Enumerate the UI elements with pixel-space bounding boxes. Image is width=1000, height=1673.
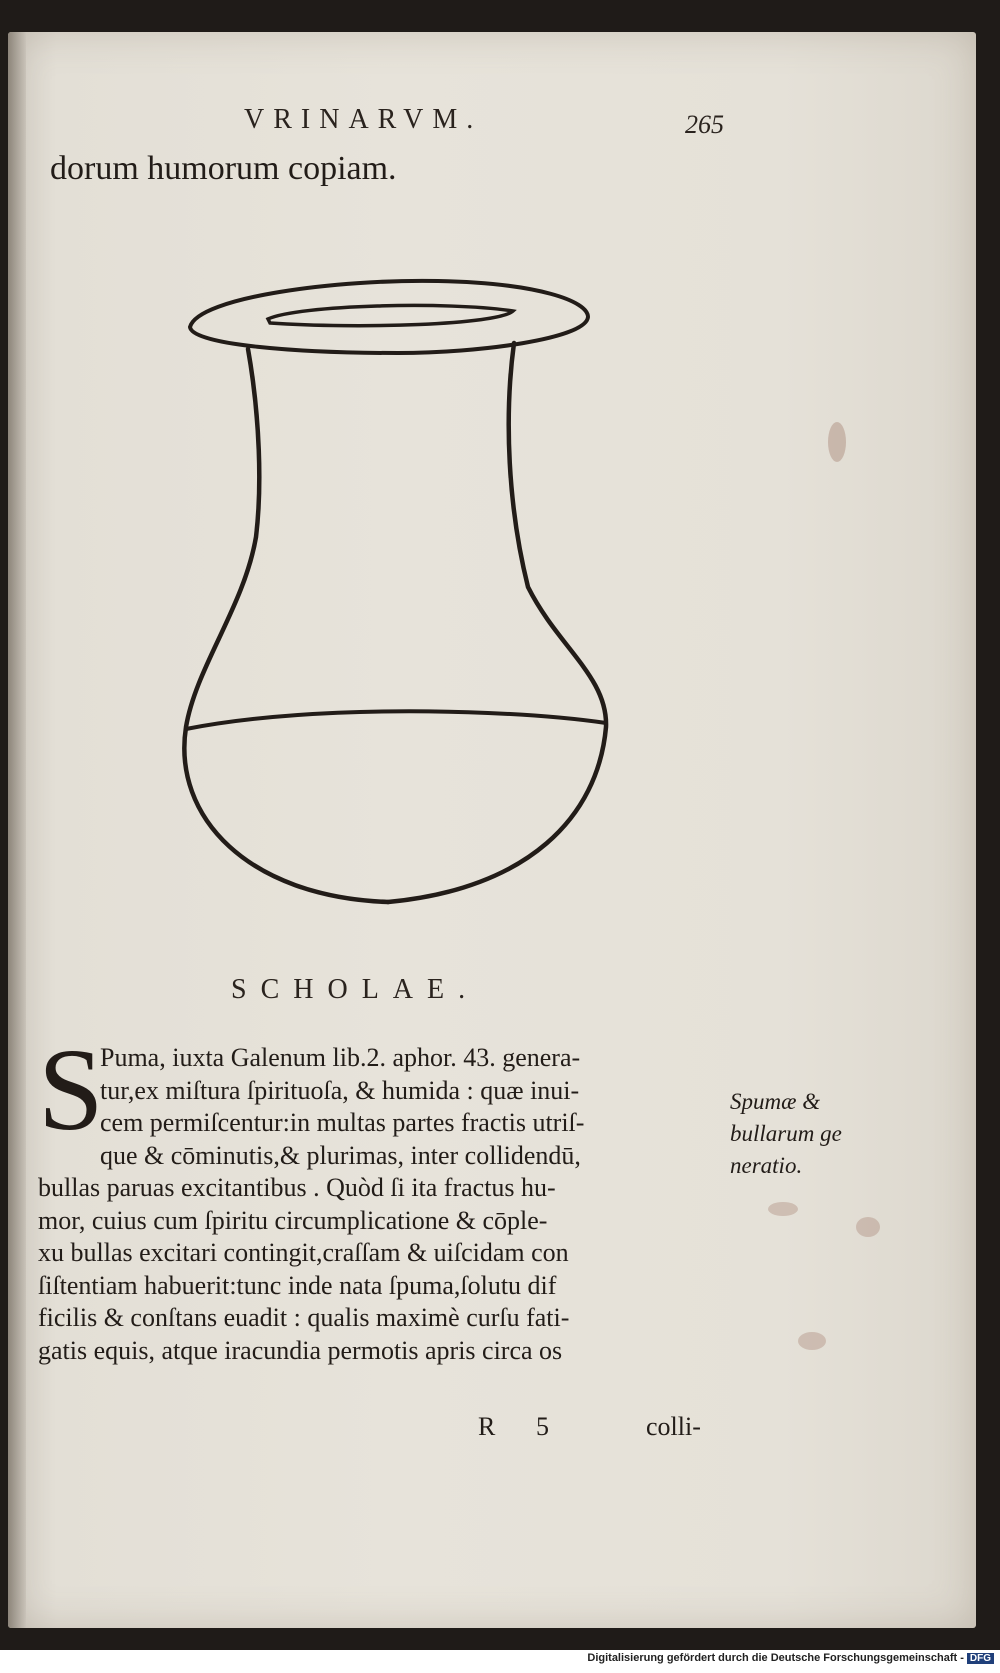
body-text	[38, 1024, 728, 1367]
marginal-line: neratio.	[730, 1153, 803, 1178]
body-line: bullas paruas excitantibus . Quòd ſi ita fractus hu-	[38, 1173, 556, 1202]
body-line: gatis equis, atque iracundia permotis apris circa os	[38, 1335, 563, 1365]
urine-flask-illustration	[178, 257, 648, 977]
footer-credit	[587, 1652, 994, 1664]
section-title: SCHOLAE.	[231, 974, 480, 1005]
body-line: mor, cuius cum ſpiritu circumplicatione & cōple-	[38, 1205, 548, 1235]
book-page	[8, 32, 976, 1628]
running-head: VRINARVM.	[244, 104, 483, 135]
body-line: que & cōminutis,& plurimas, inter collidendū,	[100, 1140, 581, 1170]
ink-stain	[768, 1202, 798, 1216]
page-spine-shadow	[8, 32, 26, 1628]
body-line: tur,ex miſtura ſpirituoſa, & humida : quæ inui-	[100, 1075, 580, 1105]
body-line: ficilis & conſtans euadit : qualis maximè curſu fati-	[38, 1303, 570, 1332]
ink-stain	[856, 1217, 880, 1237]
marginal-line: Spumæ &	[730, 1089, 821, 1114]
marginal-line: bullarum ge	[730, 1121, 842, 1146]
body-line: Puma, iuxta Galenum lib.2. aphor. 43. genera-	[100, 1043, 581, 1072]
footer-credit-text: Digitalisierung gefördert durch die Deutsche Forschungsgemeinschaft -	[587, 1652, 964, 1664]
signature-number: 5	[536, 1412, 549, 1441]
drop-cap: S	[38, 1024, 104, 1155]
dfg-logo: DFG	[967, 1653, 994, 1664]
body-line: ſiſtentiam habuerit:tunc inde nata ſpuma,ſolutu dif	[38, 1270, 557, 1300]
signature-mark: R	[478, 1412, 496, 1441]
ink-stain	[828, 422, 846, 462]
marginal-note	[730, 1086, 842, 1182]
page-number: 265	[685, 110, 724, 139]
catchword: colli-	[646, 1412, 701, 1441]
body-line: xu bullas excitari contingit,craſſam & uiſcidam con	[38, 1238, 569, 1267]
ink-stain	[798, 1332, 826, 1350]
continued-text-line: dorum humorum copiam.	[50, 150, 397, 187]
body-line: cem permiſcentur:in multas partes fractis utriſ-	[100, 1108, 585, 1137]
